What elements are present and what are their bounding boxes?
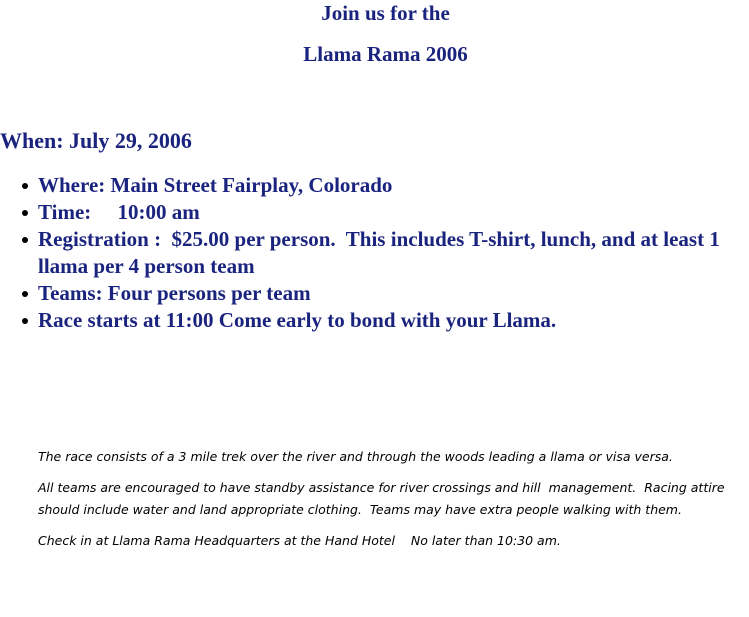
detail-time [38, 199, 749, 226]
detail-text: Race starts at 11:00 Come early to bond with your Llama. [38, 308, 557, 332]
bullet-icon [22, 291, 28, 297]
event-title-line-1: Join us for the [321, 1, 450, 25]
race-notes [38, 446, 738, 560]
bullet-icon [22, 210, 28, 216]
detail-text: Registration : $25.00 per person. This includes T-shirt, lunch, and at least 1 llama per 4 person team [38, 227, 726, 278]
detail-text: Where: Main Street Fairplay, Colorado [38, 173, 393, 197]
detail-race-start [38, 307, 749, 334]
event-date: When: July 29, 2006 [0, 128, 192, 153]
detail-text: Time: 10:00 am [38, 200, 200, 224]
note-check-in: Check in at Llama Rama Headquarters at the Hand Hotel No later than 10:30 am. [38, 532, 561, 548]
detail-registration [38, 226, 749, 280]
note-team-assistance: All teams are encouraged to have standby assistance for river crossings and hill management. Racing attire should include water and land appropriate clothing. Teams may have extra people walking with them. [38, 479, 729, 517]
event-details-list [0, 172, 749, 334]
bullet-icon [22, 183, 28, 189]
detail-text: Teams: Four persons per team [38, 281, 311, 305]
bullet-icon [22, 318, 28, 324]
note-race-description: The race consists of a 3 mile trek over the river and through the woods leading a llama or visa versa. [38, 449, 673, 464]
event-title-line-2: Llama Rama 2006 [303, 42, 468, 66]
bullet-icon [22, 237, 28, 243]
detail-teams [38, 280, 749, 307]
detail-where [38, 172, 749, 199]
